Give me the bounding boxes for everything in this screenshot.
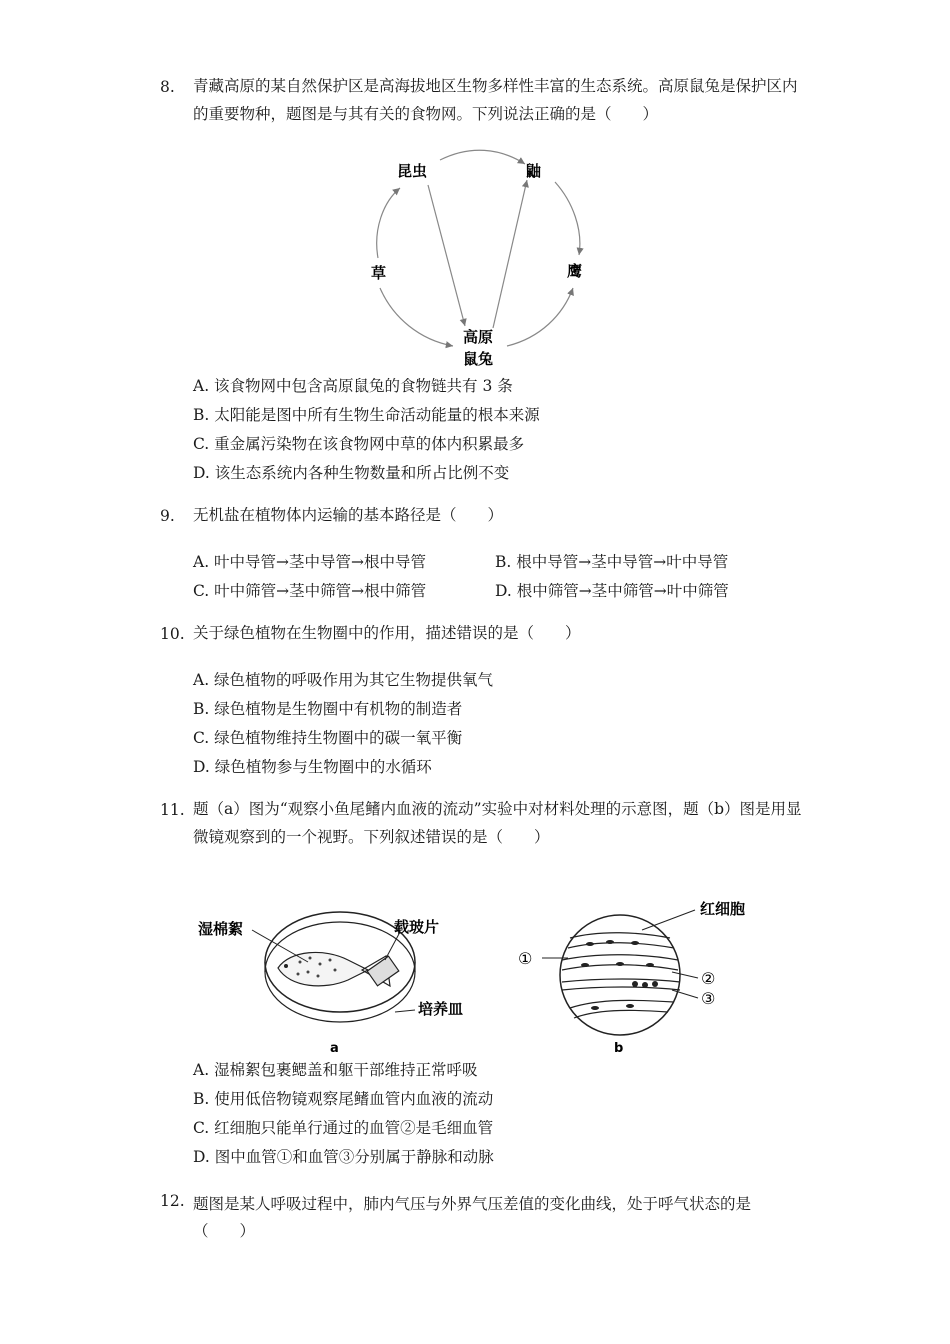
q11-option-c: C. 红细胞只能单行通过的血管②是毛细血管 xyxy=(193,1119,494,1137)
label-slide: 载玻片 xyxy=(394,918,440,936)
q10-option-a: A. 绿色植物的呼吸作用为其它生物提供氧气 xyxy=(193,671,494,689)
node-eagle: 鹰 xyxy=(567,262,583,280)
arrow-insect-pika xyxy=(428,185,465,326)
node-lizard: 鼬 xyxy=(526,162,542,180)
arrow-grass-insect xyxy=(377,188,400,258)
label-dish: 培养皿 xyxy=(418,1000,464,1018)
label-red-cell: 红细胞 xyxy=(700,900,746,918)
arrow-grass-pika xyxy=(380,288,453,346)
arrow-pika-lizard xyxy=(493,180,527,328)
node-pika-line1: 高原 xyxy=(463,328,494,346)
q11-option-a: A. 湿棉絮包裹鳃盖和躯干部维持正常呼吸 xyxy=(193,1061,478,1079)
question-12-stem: 题图是某人呼吸过程中，肺内气压与外界气压差值的变化曲线，处于呼气状态的是 xyxy=(193,1195,752,1213)
microscope-view-diagram xyxy=(518,900,745,1055)
node-grass: 草 xyxy=(371,264,387,282)
q8-option-b: B. 太阳能是图中所有生物生命活动能量的根本来源 xyxy=(193,406,540,424)
fish-blood-flow-figure xyxy=(190,890,780,1055)
question-9-number: 9. xyxy=(160,507,175,525)
question-10-number: 10. xyxy=(160,625,185,643)
arrow-pika-eagle xyxy=(507,288,573,346)
label-b: b xyxy=(614,1041,624,1055)
q8-option-c: C. 重金属污染物在该食物网中草的体内积累最多 xyxy=(193,435,525,453)
q9-option-a: A. 叶中导管→茎中导管→根中导管 xyxy=(193,553,427,571)
q11-option-d: D. 图中血管①和血管③分别属于静脉和动脉 xyxy=(193,1148,494,1166)
question-11-stem: 题（a）图为“观察小鱼尾鳍内血液的流动”实验中对材料处理的示意图，题（b）图是用显微镜观察到的一个视野。下列叙述错误的是（ ） xyxy=(193,800,802,846)
q10-option-d: D. 绿色植物参与生物圈中的水循环 xyxy=(193,758,432,776)
question-12-number: 12. xyxy=(160,1192,185,1210)
q9-option-b: B. 根中导管→茎中导管→叶中导管 xyxy=(495,553,729,571)
q9-option-d: D. 根中筛管→茎中筛管→叶中筛管 xyxy=(495,582,729,600)
arrow-lizard-eagle xyxy=(555,182,580,255)
q8-option-a: A. 该食物网中包含高原鼠兔的食物链共有 3 条 xyxy=(193,377,513,395)
food-web-figure xyxy=(345,140,615,372)
label-a: a xyxy=(330,1041,339,1055)
node-insect: 昆虫 xyxy=(397,162,428,180)
label-vessel-2: ② xyxy=(701,969,716,988)
node-pika-line2: 鼠兔 xyxy=(463,350,494,368)
q10-option-c: C. 绿色植物维持生物圈中的碳一氧平衡 xyxy=(193,729,463,747)
question-11-number: 11. xyxy=(160,801,185,819)
question-8-stem: 青藏高原的某自然保护区是高海拔地区生物多样性丰富的生态系统。高原鼠兔是保护区内的重要物种，题图是与其有关的食物网。下列说法正确的是（ ） xyxy=(193,77,798,123)
question-8-number: 8. xyxy=(160,78,175,96)
arrow-insect-lizard xyxy=(440,150,525,164)
q8-option-d: D. 该生态系统内各种生物数量和所占比例不变 xyxy=(193,464,510,482)
q11-option-b: B. 使用低倍物镜观察尾鳍血管内血液的流动 xyxy=(193,1090,494,1108)
q10-option-b: B. 绿色植物是生物圈中有机物的制造者 xyxy=(193,700,463,718)
label-wet-cotton: 湿棉絮 xyxy=(198,920,244,938)
label-vessel-1: ① xyxy=(518,949,533,968)
label-vessel-3: ③ xyxy=(701,989,716,1008)
question-10-stem: 关于绿色植物在生物圈中的作用，描述错误的是（ ） xyxy=(193,624,581,642)
q9-option-c: C. 叶中筛管→茎中筛管→根中筛管 xyxy=(193,582,427,600)
question-12-blank: （ ） xyxy=(193,1222,256,1240)
question-9-stem: 无机盐在植物体内运输的基本路径是（ ） xyxy=(193,506,504,524)
petri-dish-diagram xyxy=(198,912,463,1055)
